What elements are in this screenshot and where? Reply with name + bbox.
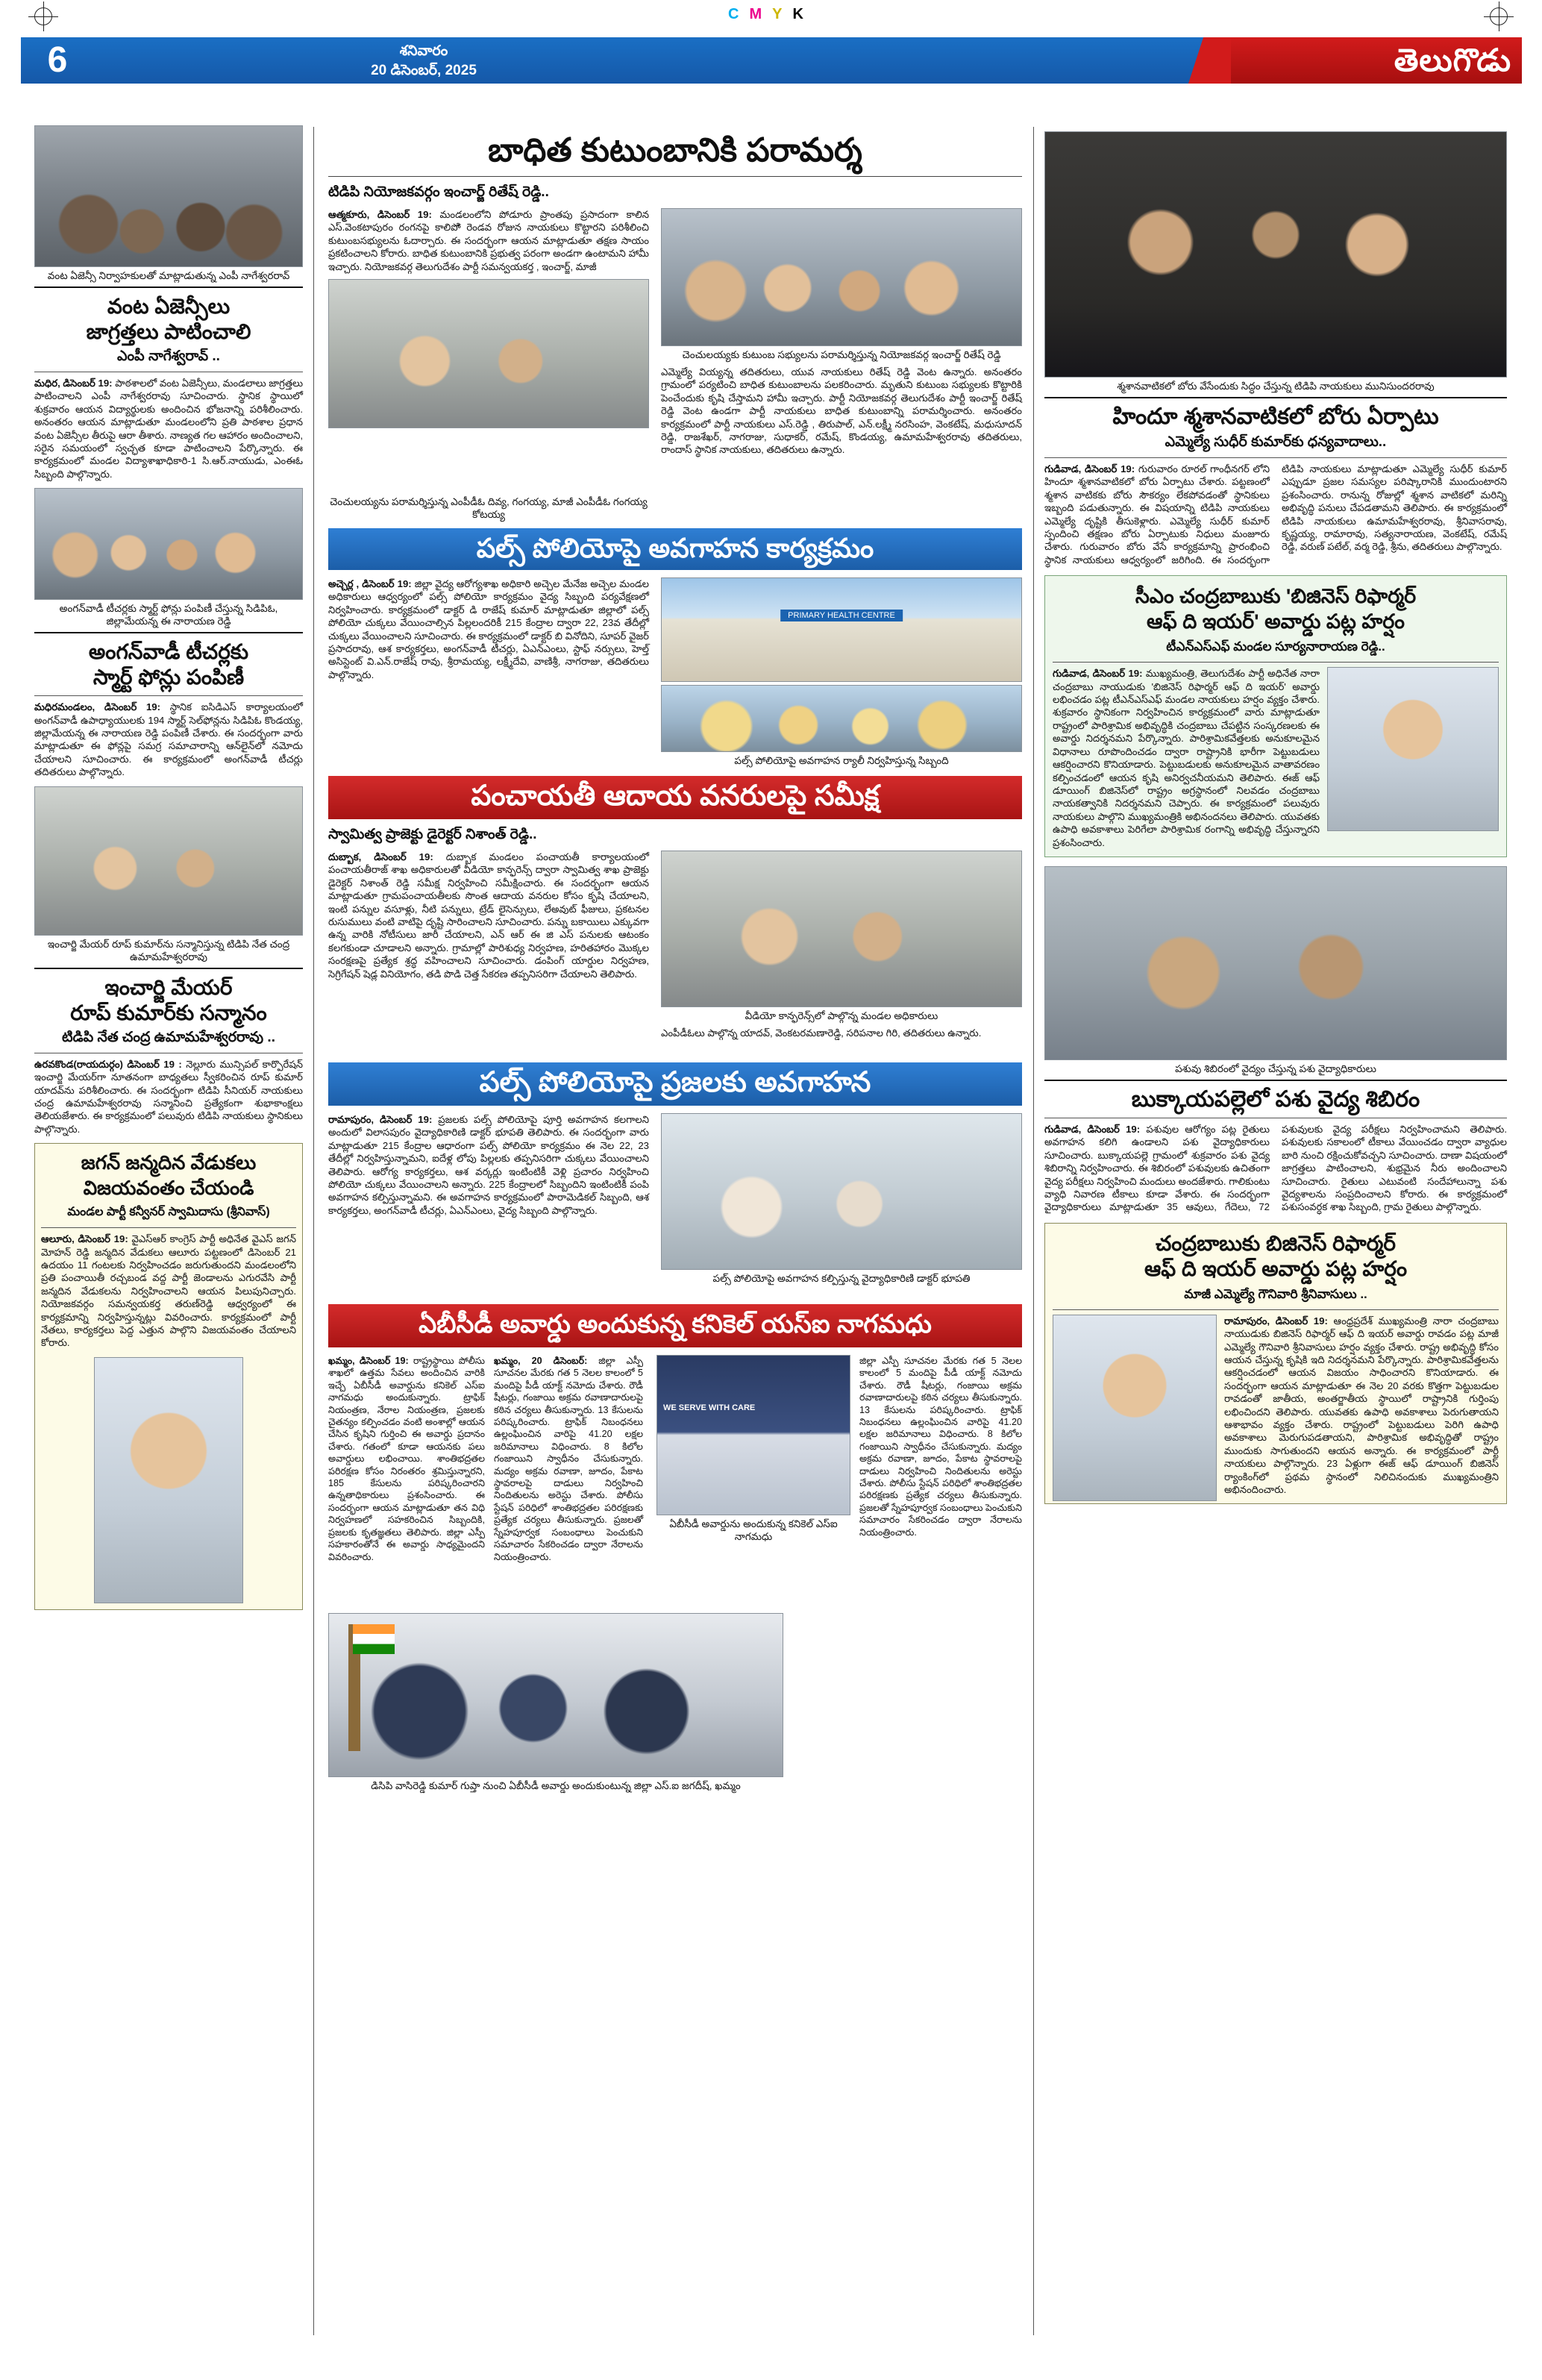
masthead-day: శనివారం (399, 43, 448, 59)
photo-borewell-crematorium-caption: శ్మశానవాటికలో బోరు వేసేందుకు సిద్ధం చేస్తున్న టిడిపి నాయకులు మునిసుందరరావు (1117, 381, 1435, 392)
cmyk-k: K (792, 6, 814, 22)
center-band-abcd-award: ఏబీసీడీ అవార్డు అందుకున్న కనికెల్ యస్‌ఐ నాగమధు (328, 1304, 1022, 1347)
right-headline-2-line1: సీఎం చంద్రబాబుకు 'బిజినెస్ రిఫార్మర్ (1135, 585, 1417, 608)
masthead (21, 37, 1522, 84)
center-panchayat-subhead: స్వామిత్వ ప్రాజెక్టు డైరెక్టర్ నిశాంత్ రెడ్డి.. (328, 827, 537, 842)
center-column (328, 131, 1022, 1792)
center-pulse-body: జిల్లా వైద్య ఆరోగ్యశాఖ అధికారి అచ్చెల మేనేజ అచ్చెల మండల అధికారులు ఆధ్వర్యంలో పల్స్ పోలియో కార్యక్రమం వైద్య సిబ్బంది పర్యవేక్షణలో నిర్వహించారు. కార్యక్రమంలో డాక్టర్ డి రాజేష్ కుమార్ మాట్లాడుతూ జిల్లాలో పల్స్ పోలియో చుక్కలు వేయించాల్సిన పిల్లలందరికీ 215 కేంద్రాల ద్వారా 22, 23వ తేదీల్లో చుక్కలు వేయించాలని సూచించారు. ఈ కార్యక్రమంలో డాక్టర్ బి వినోదిని, సూపర్ వైజర్ ప్రసాదరావు, ఆశ కార్యకర్తలు, అంగన్‌వాడీ టీచర్లు, ఏఎన్ఎంలు, స్టాఫ్ నర్సులు, హెల్త్ అసిస్టెంట్ వి.ఎన్.రాజేష్ రావు, శ్రీరామయ్య, లక్ష్మీదేవి, వాణిశ్రీ, నాగరాజు, తదితరులు పాల్గొన్నారు. (328, 578, 649, 680)
left-headline-2-line1: అంగన్‌వాడీ టీచర్లకు (88, 640, 249, 664)
photo-family-condolence (328, 279, 649, 428)
photo-ysrcp-leader-portrait (94, 1357, 243, 1603)
page-number: 6 (47, 40, 68, 80)
center-panchayat-body: దుబ్బాక మండలం పంచాయతీ కార్యాలయంలో పంచాయతీరాజ్ శాఖ అధికారులతో వీడియో కాన్ఫరెన్స్ ద్వారా స్వామిత్వ శాఖ ప్రాజెక్టు డైరెక్టర్ నిశాంత్ రెడ్డి సమీక్ష నిర్వహించి సమీక్షించారు. ఈ సందర్భంగా ఆయన మాట్లాడుతూ గ్రామపంచాయతీలకు సొంత ఆదాయ వనరుల కోసం కృషి చేయాలని, ఇంటి పన్నుల వసూళ్లు, నీటి పన్నులు, ట్రేడ్ లైసెన్సులు, లేఅవుట్ ఫీజులు, ప్రకటనల రుసుములు వంటి వాటిపై దృష్టి సారించాలని సూచించారు. పన్ను బకాయిలు ఎక్కువగా ఉన్న వారికి నోటీసులు జారీ చేయాలని, ఎన్ ఆర్ ఈ జి ఎస్ పనులకు ఆటంకం కలగకుండా చూడాలని అన్నారు. గ్రామాల్లో పారిశుధ్య నిర్వహణ, హరితహారం మొక్కల సంరక్షణపై ప్రత్యేక శ్రద్ధ వహించాలని సూచించారు. డంపింగ్ యార్డుల నిర్వహణ, సెగ్రిగేషన్ షెడ్ల వినియోగం, తడి పొడి చెత్త సేకరణ తప్పనిసరిగా చేయాలని తెలిపారు. (328, 851, 649, 980)
center-band-panchayat: పంచాయతీ ఆదాయ వనరులపై సమీక్ష (328, 776, 1022, 819)
photo-leaders-visit-caption: చెంచులయ్యకు కుటుంబ సభ్యులను పరామర్శిస్తున్న నియోజకవర్గ ఇంచార్జ్ రితేష్ రెడ్డి (682, 349, 1001, 360)
left-headline-1-line1: వంట ఏజెన్సీలు (107, 295, 231, 318)
center-main-headline: బాధిత కుటుంబానికి పరామర్శ (488, 132, 862, 169)
right-story-3-body: పశువుల ఆరోగ్యం పట్ల రైతులు అవగాహన కలిగి ఉండాలని పశు వైద్యాధికారులు సూచించారు. బుక్కాయపల్లె గ్రామంలో శుక్రవారం పశు వైద్య శిబిరాన్ని నిర్వహించారు. ఈ శిబిరంలో పశువులకు ఉచితంగా వైద్య పరీక్షలు నిర్వహించి మందులు అందజేశారు. గాలికుంటు వ్యాధి నివారణ టీకాలు కూడా వేశారు. ఈ సందర్భంగా వైద్యాధికారులు మాట్లాడుతూ 35 ఆవులు, గేదెలు, 72 పశువులకు వైద్య పరీక్షలు నిర్వహించామని తెలిపారు. పశువులకు సకాలంలో టీకాలు వేయించడం ద్వారా వ్యాధుల బారి నుంచి రక్షించుకోవచ్చని సూచించారు. దాణా విషయంలో జాగ్రత్తలు పాటించాలని, శుభ్రమైన నీరు అందించాలని సూచించారు. రైతులు ఎటువంటి సందేహాలున్నా పశు వైద్యశాలను సంప్రదించాలని కోరారు. ఈ కార్యక్రమంలో పశుసంవర్ధక శాఖ సిబ్బంది, గ్రామ రైతులు పాల్గొన్నారు. (1044, 1123, 1507, 1213)
photo-polio-awareness-meeting (661, 1113, 1022, 1270)
photo-cm-supporter-portrait (1327, 667, 1499, 831)
phc-signboard: PRIMARY HEALTH CENTRE (780, 610, 903, 621)
center-pulse-dateline: అచ్చెర్ల , డిసెంబర్ 19: (328, 578, 412, 589)
photo-si-award-caption: ఏబీసీడీ అవార్డును అందుకున్న కనికెల్ ఎస్‌ఐ నాగమధు (669, 1518, 838, 1542)
column-rule-1 (313, 127, 314, 2335)
center-award-dateline-1: ఖమ్మం, డిసెంబర్ 19: (328, 1356, 409, 1366)
center-band-pulse-polio-2: పల్స్ పోలియోపై ప్రజలకు అవగాహన (328, 1062, 1022, 1106)
center-pulse2-body: ప్రజలకు పల్స్ పోలియోపై పూర్తి అవగాహన కలగాలని అందులో విలాసపురం వైద్యాధికారిణి డాక్టర్ భూపతి తెలిపారు. ఈ సందర్భంగా వారు మాట్లాడుతూ 215 కేంద్రాల ఆధారంగా పల్స్ పోలియో కార్యక్రమం ఈ నెల 22, 23 తేదీల్లో నిర్వహిస్తున్నామని, ఐదేళ్ల లోపు పిల్లలకు తప్పనిసరిగా చుక్కలు వేయించాలని తెలిపారు. ఆరోగ్య కార్యకర్తలు, ఆశ వర్కర్లు ఇంటింటికీ వెళ్లి ప్రచారం నిర్వహించి పోలియో చుక్కలు వేయించాలని అన్నారు. 225 కేంద్రాలలో సిబ్బందిని ఇంటింటికీ పంపి అవగాహన కల్పిస్తున్నామని. ఈ అవగాహన కార్యక్రమంలో పారామెడికల్ సిబ్బంది, ఆశ కార్యకర్తలు, అంగన్‌వాడీ టీచర్లు, ఏఎన్ఎంలు, వైద్య సిబ్బంది పాల్గొన్నారు. (328, 1114, 650, 1216)
left-story-4-dateline: ఆలూరు, డిసెంబర్ 19: (41, 1233, 128, 1245)
left-story-4 (41, 1233, 296, 1350)
right-story-2-dateline: గుడివాడ, డిసెంబర్ 19: (1053, 668, 1143, 680)
masthead-date (312, 42, 536, 81)
photo-leaders-visit (661, 208, 1022, 346)
photo-family-condolence-caption: చెంచులయ్యను పరామర్శిస్తున్న ఎంపీడీఓ దివ్య, గంగయ్య, మాజీ ఎంపీడీఓ గంగయ్య కోటయ్య (330, 496, 648, 520)
cmyk-strip (728, 6, 814, 23)
registration-mark-left (28, 1, 58, 31)
right-headline-4-line1: చంద్రబాబుకు బిజినెస్ రిఫార్మర్ (1155, 1231, 1397, 1255)
left-story-4-body: వైఎస్ఆర్ కాంగ్రెస్ పార్టీ అధినేత వైఎస్ జగన్ మోహన్ రెడ్డి జన్మదిన వేడుకలు ఆలూరు పట్టణంలో డిసెంబర్ 21 ఉదయం 11 గంటలకు నిర్వహించడం జరుగుతుందని మండలంలోని ప్రతి పంచాయితీ రచ్చబండ వద్ద పార్టీ జెండాలను ఎగురవేసి పార్టీ జన్మదిన వేడుకలను నిర్వహించాలని ఆయన పిలుపునిచ్చారు. నియోజకవర్గం సమన్వయకర్త తరుణ్‌రెడ్డి ఆధ్వర్యంలో ఈ కార్యక్రమాన్ని నిర్వహిస్తున్నట్లు వివరించారు. కార్యక్రమంలో పార్టీ నేతలు, కార్యకర్తలు పెద్ద ఎత్తున పాల్గొని విజయవంతం చేయాలని కోరారు. (41, 1233, 296, 1349)
right-story-1 (1044, 463, 1507, 566)
right-story-2-box (1044, 575, 1507, 857)
left-story-3-dateline: ఉరవకొండ(రాయదుర్గం) డిసెంబర్ 19 : (34, 1058, 182, 1070)
left-headline-1-line2: జాగ్రత్తలు పాటించాలి (86, 320, 251, 343)
center-main-body-left: మండలంలోని పోడూరు ప్రాంతపు ప్రసాదంగా కాలిన ఎస్.వెంకటాపురం రంగనపై కాలిపోి రెండవ రోజున నాయకులు కొట్టారని పరిశీలించి కుటుంబసభ్యులను ఓదార్చారు. ఈ సందర్భంగా ఆయన మాట్లాడుతూ తక్షణ సాయం ప్రకటించాలని కోరారు. బాధిత కుటుంబానికి ప్రభుత్వ పరంగా అండగా ఉంటామని హామీ ఇచ్చారు. నియోజకవర్గ తెలుగుదేశం పార్టీ సమన్వయకర్త , ఇంచార్జ్, మాజీ (328, 209, 649, 272)
center-pulse2-story (328, 1113, 649, 1217)
right-headline-4-line2: ఆఫ్ ది ఇయర్ అవార్డు పట్ల హర్షం (1144, 1256, 1408, 1280)
right-story-3-dateline: గుడివాడ, డిసెంబర్ 19: (1044, 1123, 1141, 1135)
center-award-story-2 (494, 1355, 643, 1563)
right-headline-2-sub: టీఎన్ఎస్ఎఫ్ మండల సూర్యనారాయణ రెడ్డి.. (1166, 639, 1385, 654)
center-panchayat-dateline: దుబ్బాక, డిసెంబర్ 19: (328, 851, 433, 862)
left-headline-1-sub: ఎంపీ నాగేశ్వరావ్ .. (117, 348, 220, 364)
photo-anganwadi-phones (34, 488, 303, 600)
center-pulse2-dateline: రామాపురం, డిసెంబర్ 19: (328, 1114, 433, 1125)
right-headline-4-sub: మాజీ ఎమ్మెల్యే గౌనివారి శ్రీనివాసులు .. (1184, 1286, 1367, 1301)
photo-veterinary-camp-caption: పశువు శిబిరంలో వైద్యం చేస్తున్న పశు వైద్యాధికారులు (1175, 1062, 1376, 1074)
center-main-story-left (328, 208, 649, 273)
cmyk-c: C (728, 6, 750, 22)
center-award-story-3: జిల్లా ఎస్పీ సూచనల మేరకు గత 5 నెలల కాలంలో 5 మందిపై పీడీ యాక్ట్ నమోదు చేశారు. రౌడీ షీటర్లు, గంజాయి అక్రమ రవాణాదారులపై కఠిన చర్యలు తీసుకున్నారు. 13 కేసులను పరిష్కరించారు. ట్రాఫిక్ నిబంధనలు ఉల్లంఘించిన వారిపై 41.20 లక్షల జరిమానాలు విధించారు. 8 కిలోల గంజాయిని స్వాధీనం చేసుకున్నారు. మద్యం అక్రమ రవాణా, జూదం, పేకాట స్థావరాలపై దాడులు నిర్వహించి నిందితులను అరెస్టు చేశారు. పోలీసు స్టేషన్ పరిధిలో శాంతిభద్రతల పరిరక్షణకు ప్రత్యేక చర్యలు తీసుకున్నారు. ప్రజలతో స్నేహపూర్వక సంబంధాలు పెంచుకుని సమాచారం సేకరించడం ద్వారా నేరాలను నియంత్రించారు. (859, 1356, 1022, 1538)
right-story-4-box (1044, 1223, 1507, 1505)
photo-polio-rally-caption: పల్స్ పోలియోపై అవగాహన ర్యాలీ నిర్వహిస్తున్న సిబ్బంది (734, 755, 949, 766)
right-headline-3: బుక్కాయపల్లెలో పశు వైద్య శిబిరం (1131, 1086, 1420, 1112)
right-story-4-body: ఆంధ్రప్రదేశ్ ముఖ్యమంత్రి నారా చంద్రబాబు నాయుడుకు బిజినెస్ రిఫార్మర్ ఆఫ్ ది ఇయర్ అవార్డు రావడం పట్ల మాజీ ఎమ్మెల్యే గౌనివారి శ్రీనివాసులు హర్షం వ్యక్తం చేశారు. రాష్ట్ర అభివృద్ధి కోసం ఆయన చేస్తున్న కృషికి ఇది నిదర్శనమని పేర్కొన్నారు. పారిశ్రామికవేత్తలను ఆకర్షించడంలో ఆయన విజయం సాధించారని కొనియాడారు. ఈ సందర్భంగా ఆయన మాట్లాడుతూ ఈ నెల 20 వరకు కొత్తగా పెట్టుబడుల రావడంతో జాతీయ, అంతర్జాతీయ స్థాయిలో రాష్ట్రానికి గుర్తింపు లభించిందని తెలిపారు. యువతకు ఉపాధి అవకాశాలు పెరుగుతాయని ఆశాభావం వ్యక్తం చేశారు. రాష్ట్రంలో పెట్టుబడులు పెరిగి ఉపాధి అవకాశాలు మెరుగుపడతాయని, పారిశ్రామిక అభివృద్ధితో రాష్ట్రం ముందుకు సాగుతుందని ఆయన అన్నారు. ఈ కార్యక్రమంలో పార్టీ నాయకులు పాల్గొన్నారు. 23 ఏళ్లుగా ఈజ్ ఆఫ్ డూయింగ్ బిజినెస్ ర్యాంకింగ్‌లో ప్రథమ స్థానంలో నిలిచినందుకు ముఖ్యమంత్రిని అభినందించారు. (1224, 1315, 1499, 1496)
photo-borewell-crematorium (1044, 131, 1507, 378)
left-story-1-body: పాఠశాలలో వంట ఏజెన్సీలు, మండలాలు జాగ్రత్తలు పాటించాలని ఎంపీ నాగేశ్వరరావు సూచించారు. స్థానిక స్థాయిలో శుక్రవారం ఆయన విద్యార్థులకు అందించిన భోజనాన్ని పరిశీలించారు. అనంతరం ఆయన మాట్లాడుతూ మండలంలోని ప్రతి పాఠశాల ప్రధాన వంట ఏజెన్సీల తీరుపై ఆరా తీశారు. నాణ్యత గల ఆహారం అందించాలని, సరైన సమయంలో స్వచ్ఛత కూడా పాటించాలని పేర్కొన్నారు. ఈ కార్యక్రమంలో మండల విద్యాశాఖాధికారి-1 సి.ఆర్.నాయుడు, ఎంఈఓ సిబ్బంది పాల్గొన్నారు. (34, 378, 304, 480)
center-award-body-2: జిల్లా ఎస్పీ సూచనల మేరకు గత 5 నెలల కాలంలో 5 మందిపై పీడీ యాక్ట్ నమోదు చేశారు. రౌడీ షీటర్లు, గంజాయి అక్రమ రవాణాదారులపై కఠిన చర్యలు తీసుకున్నారు. 13 కేసులను పరిష్కరించారు. ట్రాఫిక్ నిబంధనలు ఉల్లంఘించిన వారిపై 41.20 లక్షల జరిమానాలు విధించారు. 8 కిలోల గంజాయిని స్వాధీనం చేసుకున్నారు. మద్యం అక్రమ రవాణా, జూదం, పేకాట స్థావరాలపై దాడులు నిర్వహించి నిందితులను అరెస్టు చేశారు. పోలీసు స్టేషన్ పరిధిలో శాంతిభద్రతల పరిరక్షణకు ప్రత్యేక చర్యలు తీసుకున్నారు. ప్రజలతో స్నేహపూర్వక సంబంధాలు పెంచుకుని సమాచారం సేకరించడం ద్వారా నేరాలను నియంత్రించారు. (494, 1356, 644, 1562)
right-headline-2-line2: ఆఫ్ ది ఇయర్' అవార్డు పట్ల హర్షం (1147, 610, 1405, 633)
photo-veterinary-camp (1044, 866, 1507, 1060)
photo-former-mla-portrait (1053, 1315, 1217, 1501)
photo-police-award-ceremony (328, 1613, 783, 1777)
center-pulse-story (328, 577, 649, 681)
left-column (34, 125, 303, 1610)
left-story-4-box (34, 1143, 303, 1610)
right-story-3 (1044, 1123, 1507, 1214)
photo-video-conference-caption: వీడియో కాన్ఫరెన్స్‌లో పాల్గొన్న మండల అధికారులు (745, 1010, 938, 1021)
right-story-4-dateline: రామాపురం, డిసెంబర్ 19: (1224, 1315, 1328, 1327)
center-award-body-1: రాష్ట్రస్థాయి పోలీసు శాఖలో ఉత్తమ సేవలు అందించిన వారికి ఇచ్చే ఏబీసీడీ అవార్డును కనికెల్ ఎస్‌ఐ నాగమధు అందుకున్నారు. ట్రాఫిక్ నియంత్రణ, నేరాల నియంత్రణ, ప్రజలకు చైతన్యం కల్పించడం వంటి అంశాల్లో ఆయన చేసిన కృషిని గుర్తించి ఈ అవార్డు ప్రదానం చేశారు. గతంలో కూడా ఆయనకు పలు అవార్డులు లభించాయి. శాంతిభద్రతల పరిరక్షణ కోసం నిరంతరం శ్రమిస్తున్నారని, 185 కేసులను పరిష్కరించారని ఉన్నతాధికారులు ప్రశంసించారు. ఈ సందర్భంగా ఆయన మాట్లాడుతూ తన విధి నిర్వహణలో సహకరించిన సిబ్బందికి, ప్రజలకు కృతజ్ఞతలు తెలిపారు. జిల్లా ఎస్పీ సహకారంతోనే ఈ అవార్డు సాధ్యమైందని వివరించారు. (328, 1356, 485, 1562)
right-story-1-dateline: గుడివాడ, డిసెంబర్ 19: (1044, 463, 1135, 475)
left-headline-4-line1: జగన్ జన్మదిన వేడుకలు (81, 1151, 257, 1174)
right-story-2-body: ముఖ్యమంత్రి, తెలుగుదేశం పార్టీ అధినేత నారా చంద్రబాబు నాయుడుకు 'బిజినెస్ రిఫార్మర్ ఆఫ్ ది ఇయర్' అవార్డు లభించడం పట్ల టీఎన్ఎస్ఎఫ్ మండల నాయకులు హర్షం వ్యక్తం చేశారు. శుక్రవారం స్థానికంగా నిర్వహించిన కార్యక్రమంలో వారు మాట్లాడుతూ రాష్ట్రంలో పారిశ్రామిక అభివృద్ధికి చంద్రబాబు చేపట్టిన సంస్కరణలకు ఈ అవార్డు నిదర్శనమని పేర్కొన్నారు. పారిశ్రామికవేత్తలకు అనుకూలమైన విధానాలు రూపొందించడం ద్వారా రాష్ట్రానికి భారీగా పెట్టుబడులు ఆకర్షించారని కొనియాడారు. పెట్టుబడులకు అనుకూలమైన వాతావరణం కల్పించడంలో ఆయన కృషి అనిర్వచనీయమని తెలిపారు. ఈజ్ ఆఫ్ డూయింగ్ బిజినెస్‌లో రాష్ట్రం అగ్రస్థానంలో నిలవడం చంద్రబాబు నాయకత్వానికి నిదర్శనమని చెప్పారు. ఈ కార్యక్రమంలో పలువురు నాయకులు పాల్గొని ముఖ్యమంత్రికి అభినందనలు తెలిపారు. యువతకు ఉపాధి అవకాశాలు పెరిగేలా పారిశ్రామిక రంగాన్ని అభివృద్ధి చేస్తున్నారని ప్రశంసించారు. (1053, 668, 1320, 848)
center-panchayat-caption2: ఎంపీడీఓలు పాల్గొన్న యాదవ్, వెంకటరమణారెడ్డి, సరిపనాల గిరి, తదితరులు ఉన్నారు. (661, 1027, 982, 1039)
cmyk-y: Y (772, 6, 793, 22)
right-headline-1: హిందూ శ్మశానవాటికలో బోరు ఏర్పాటు (1112, 404, 1439, 429)
left-headline-4-line2: విజయవంతం చేయండి (83, 1177, 254, 1200)
police-motto-text: WE SERVE WITH CARE (663, 1403, 756, 1412)
column-rule-2 (1033, 127, 1034, 2335)
right-story-1-body: గురువారం రూరల్ గాంధీనగర్ లోని హిందూ శ్మశానవాటికలో బోరు ఏర్పాటు చేశారు. పట్టణంలో శ్మశాన వాటికకు బోరు సౌకర్యం లేకపోవడంతో స్థానికులు ఇబ్బంది పడుతున్నారు. ఈ విషయాన్ని టిడిపి నాయకులు ఎమ్మెల్యే దృష్టికి తీసుకెళ్లారు. ఎమ్మెల్యే సుధీర్ కుమార్ స్పందించి తక్షణం బోరు ఏర్పాటుకు నిధులు మంజూరు చేశారు. గురువారం బోరు వేసే కార్యక్రమాన్ని ప్రారంభించి స్థానిక నాయకులు ఆధ్వర్యంలో జరిగింది. ఈ సందర్భంగా టిడిపి నాయకులు మాట్లాడుతూ ఎమ్మెల్యే సుధీర్ కుమార్ ఎప్పుడూ ప్రజల సమస్యల పరిష్కారానికి ముందుంటారని ప్రశంసించారు. రానున్న రోజుల్లో శ్మశాన వాటికలో మరిన్ని అభివృద్ధి పనులు చేపడతామని తెలిపారు. ఈ కార్యక్రమంలో టిడిపి నాయకులు ఉమామహేశ్వరరావు, శ్రీనివాసరావు, కృష్ణయ్య, రామారావు, సత్యనారాయణ, వెంకటేష్, రమేష్ రెడ్డి, వరుణ్ పటేల్, వర్మ రెడ్డి, శ్రీను, తదితరులు పాల్గొన్నారు. (1044, 463, 1507, 566)
center-panchayat-story (328, 851, 649, 980)
photo-cooking-agencies (34, 125, 303, 267)
masthead-date-value: 20 డిసెంబర్, 2025 (371, 63, 477, 78)
cmyk-m: M (749, 6, 773, 22)
photo-cooking-agencies-caption: వంట ఏజెన్సీ నిర్వాహకులతో మాట్లాడుతున్న ఎంపీ నాగేశ్వరరావ్ (47, 270, 290, 281)
center-award-dateline-2: ఖమ్మం, 20 డిసెంబర్: (494, 1356, 588, 1366)
left-headline-3-sub: టిడిపి నేత చంద్ర ఉమామహేశ్వరరావు .. (62, 1029, 275, 1045)
registration-mark-right (1484, 1, 1514, 31)
photo-anganwadi-phones-caption: అంగన్‌వాడీ టీచర్లకు స్మార్ట్ ఫోన్లు పంపిణీ చేస్తున్న సిడిపిఓ, జిల్లామేయన్న ఈ నారాయణ రెడ్డి (59, 603, 278, 627)
photo-mayor-felicitation-caption: ఇంచార్జి మేయర్ రూప్ కుమార్‌ను సన్మానిస్తున్న టిడిపి నేత చంద్ర ఉమామహేశ్వరరావు (47, 938, 290, 962)
left-headline-2-line2: స్మార్ట్ ఫోన్లు పంపిణీ (93, 666, 245, 689)
photo-polio-awareness-caption: పల్స్ పోలియోపై అవగాహన కల్పిస్తున్న వైద్యాధికారిణి డాక్టర్ భూపతి (712, 1273, 971, 1284)
left-story-1-dateline: మధిర, డిసెంబర్ 19: (34, 378, 113, 389)
left-story-3-body: నెల్లూరు మున్సిపల్ కార్పొరేషన్ ఇంచార్జి మేయర్‌గా నూతనంగా బాధ్యతలు స్వీకరించిన రూప్ కుమార్ యాదవ్‌ను పరిశీలించారు. ఈ సందర్భంగా టిడిపి సీనియర్ నాయకులు చంద్ర ఉమామహేశ్వరరావు సన్మానించి ప్రత్యేకంగా శుభాకాంక్షలు తెలియజేశారు. ఈ కార్యక్రమంలో పలువురు టిడిపి నాయకులు స్థానికులు పాల్గొన్నారు. (34, 1058, 303, 1135)
left-headline-3-line1: ఇంచార్జి మేయర్ (104, 975, 233, 999)
photo-video-conference (661, 851, 1022, 1007)
center-main-subhead: టిడిపి నియోజకవర్గం ఇంచార్జ్ రితేష్ రెడ్డి.. (328, 184, 549, 200)
right-headline-1-sub: ఎమ్మెల్యే సుధీర్ కుమార్‌కు ధన్యవాదాలు.. (1165, 434, 1387, 450)
center-band-pulse-polio: పల్స్ పోలియోపై అవగాహన కార్యక్రమం (328, 528, 1022, 570)
center-main-dateline: ఆత్మకూరు, డిసెంబర్ 19: (328, 209, 432, 220)
center-award-story-1 (328, 1355, 485, 1563)
left-headline-3-line2: రూప్ కుమార్‌కు సన్మానం (70, 1000, 267, 1024)
left-story-1 (34, 377, 303, 480)
masthead-left-band (21, 37, 1226, 84)
photo-polio-rally (661, 685, 1022, 752)
left-story-2-dateline: మధిరమండలం, డిసెంబర్ 19: (34, 701, 160, 713)
masthead-logo: తెలుగొడు (1394, 43, 1511, 78)
print-marks-bar (0, 0, 1542, 33)
left-story-2 (34, 701, 303, 778)
center-main-body-right: ఎమ్మెల్యే వియ్యన్న తదితరులు, యువ నాయకులు రితేష్ రెడ్డి వెంట ఉన్నారు. అనంతరం గ్రామంలో పర్యటించి బాధిత కుటుంబాలను పలకరించారు. మృతుని కుటుంబ సభ్యులకు కొట్టారికి పెంచేందుకు కృషి చేస్తామని హామీ ఇచ్చారు. పార్టీ నియోజకవర్గ తెలుగుదేశం పార్టీ ఇంచార్జ్ రితేష్ రెడ్డి వెంట ఉండగా పార్టీ నాయకులు బాధిత కుటుంబాన్ని పరామర్శించారు. అనంతరం కార్యక్రమంలో పార్టీ నాయకులు ఎస్.రెడ్డి , తిరుపాల్, ఎన్.లక్ష్మీ నరసింహ, వెంకటేష్, మధుసూదన్ రెడ్డి, రాజశేఖర్, నాగరాజు, సుధాకర్, రమేష్, కొండయ్య, ఉమామహేశ్వరరావు తదితరులు, రాందాస్ స్థానిక నాయకులు, తదితరులు ఉన్నారు. (661, 366, 1022, 456)
photo-mayor-felicitation (34, 786, 303, 936)
left-story-3 (34, 1058, 303, 1136)
photo-police-award-caption: డిసిపి వాసిరెడ్డి కుమార్ గుప్తా నుంచి ఏబీసీడీ అవార్డు అందుకుంటున్న జిల్లా ఎస్.ఐ జగదీష్, ఖమ్మం (371, 1780, 741, 1791)
photo-phc-building (661, 577, 1022, 682)
photo-si-award (656, 1355, 850, 1515)
left-story-2-body: స్థానిక ఐసిడిఎస్ కార్యాలయంలో అంగన్‌వాడీ ఉపాధ్యాయులకు 194 స్మార్ట్ సెల్‌ఫోన్లను సిడిపిఓ కొండయ్య, జిల్లామేయన్న ఈ నారాయణ రెడ్డి పంపిణీ చేశారు. ఈ సందర్భంగా వారు మాట్లాడుతూ ఈ ఫోన్లపై సమగ్ర సమాచారాన్ని ఆన్‌లైన్‌లో నమోదు చేయాలని సూచించారు. ఈ కార్యక్రమంలో అంగన్‌వాడీ టీచర్లు తదితరులు పాల్గొన్నారు. (34, 701, 303, 778)
right-column (1044, 131, 1507, 1506)
left-headline-4-sub: మండల పార్టీ కన్వీనర్ స్వామిదాసు (శ్రీనివాస్) (67, 1206, 270, 1219)
